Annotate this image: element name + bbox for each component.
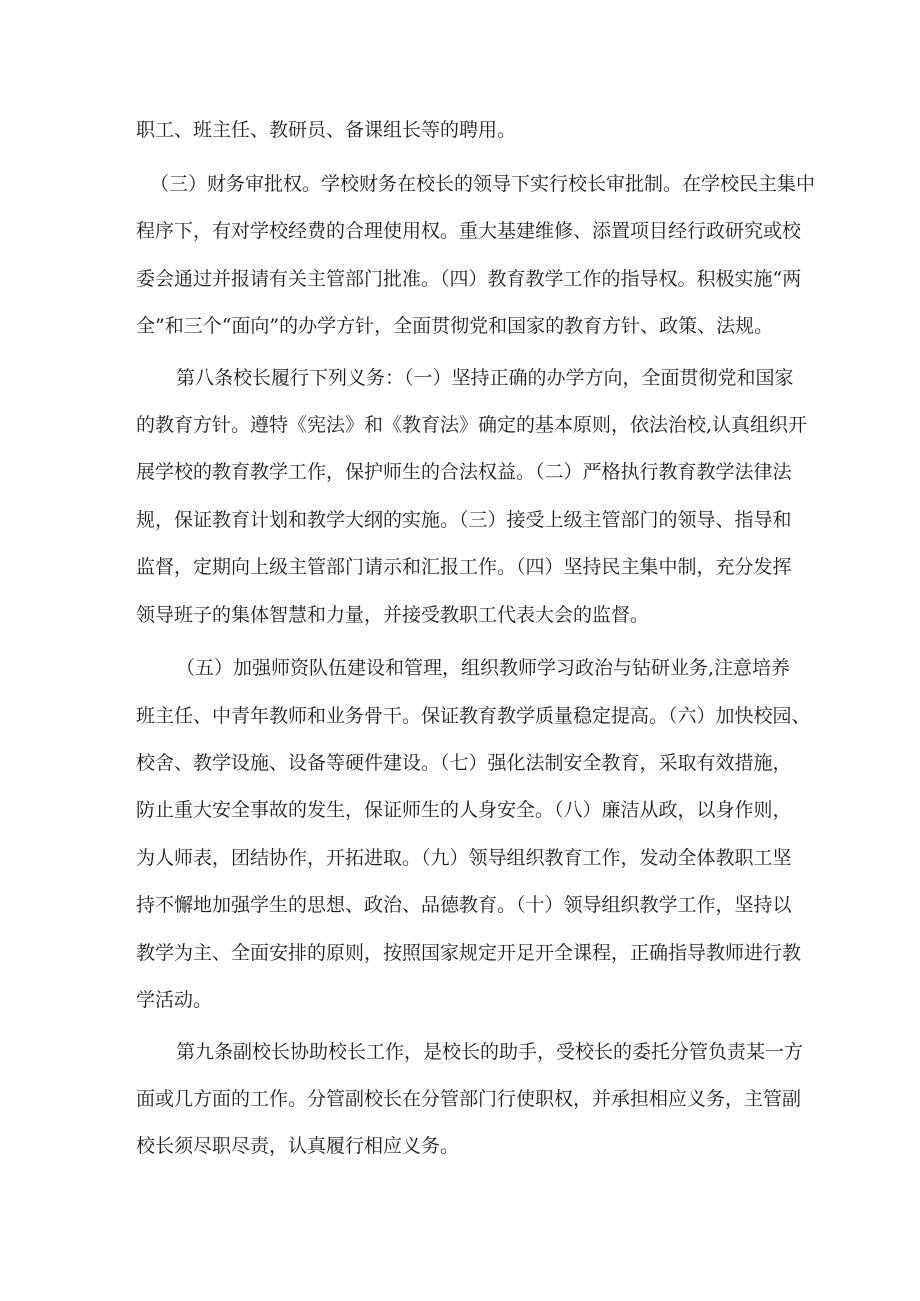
- text-line: 职工、班主任、教研员、备课组长等的聘用。: [136, 119, 517, 141]
- text-line: 学活动。: [136, 989, 213, 1011]
- text-line: 领导班子的集体智慧和力量，并接受教职工代表大会的监督。: [136, 604, 650, 626]
- text-line: （五）加强师资队伍建设和管理，组织教师学习政治与钻研业务,注意培养: [176, 657, 791, 679]
- text-line: 委会通过并报请有关主管部门批准。（四）教育教学工作的指导权。积极实施“两: [136, 268, 802, 290]
- text-line: 防止重大安全事故的发生，保证师生的人身安全。（八）廉洁从政，以身作则，: [136, 799, 792, 821]
- text-line: 监督，定期向上级主管部门请示和汇报工作。（四）坚持民主集中制，充分发挥: [136, 556, 792, 578]
- text-line: 班主任、中青年教师和业务骨干。保证教育教学质量稳定提高。（六）加快校园、: [136, 705, 811, 727]
- text-line: 持不懈地加强学生的思想、政治、品德教育。（十）领导组织教学工作，坚持以: [136, 894, 792, 916]
- text-line: 面或几方面的工作。分管副校长在分管部门行使职权，并承担相应义务，主管副: [136, 1088, 802, 1110]
- text-line: 的教育方针。遵特《宪法》和《教育法》确定的基本原则，依法治校,认真组织开: [136, 414, 808, 436]
- text-line: 为人师表，团结协作，开拓进取。（九）领导组织教育工作，发动全体教职工坚: [136, 847, 792, 869]
- text-line: 校长须尽职尽责，认真履行相应义务。: [136, 1135, 460, 1157]
- text-line: 展学校的教育教学工作，保护师生的合法权益。（二）严格执行教育教学法律法: [136, 461, 792, 483]
- text-line: 第八条校长履行下列义务：（一）坚持正确的办学方向，全面贯彻党和国家: [176, 367, 794, 389]
- text-line: （三）财务审批权。学校财务在校长的领导下实行校长审批制。在学校民主集中: [150, 173, 816, 195]
- text-line: 第九条副校长协助校长工作，是校长的助手，受校长的委托分管负责某一方: [176, 1041, 804, 1063]
- text-line: 教学为主、全面安排的原则，按照国家规定开足开全课程，正确指导教师进行教: [136, 942, 802, 964]
- text-line: 全”和三个“面向”的办学方针，全面贯彻党和国家的教育方针、政策、法规。: [136, 315, 774, 337]
- text-line: 校舍、教学设施、设备等硬件建设。（七）强化法制安全教育，采取有效措施，: [136, 752, 792, 774]
- text-line: 规，保证教育计划和教学大纲的实施。（三）接受上级主管部门的领导、指导和: [136, 509, 792, 531]
- text-line: 程序下，有对学校经费的合理使用权。重大基建维修、添置项目经行政研究或校: [136, 220, 802, 242]
